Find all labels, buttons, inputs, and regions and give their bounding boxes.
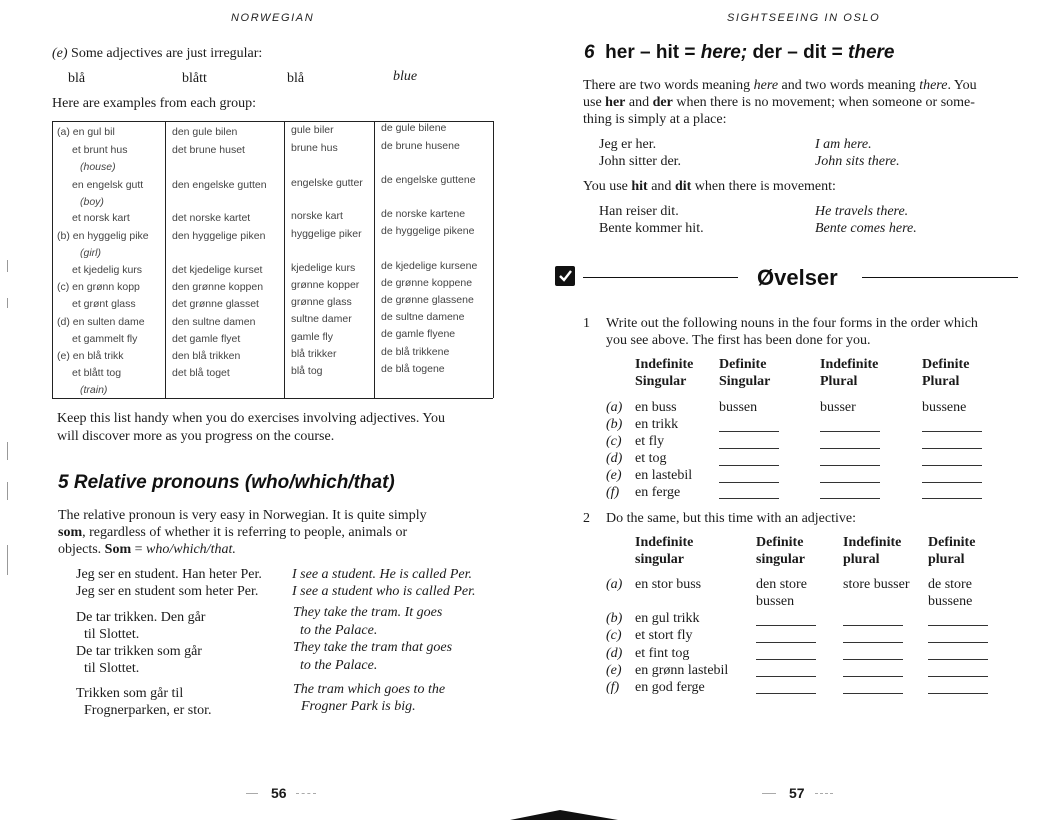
example-no: Bente kommer hit. [599,221,704,236]
answer-blank[interactable] [928,625,988,626]
answer-blank[interactable] [843,693,903,694]
row-label: (c) [606,434,622,449]
column-header: Indefinite [635,357,694,372]
section-6-title [584,42,894,64]
row-noun: en grønn lastebil [635,663,729,678]
table-cell: blå trikker [291,348,337,360]
table-cell: en engelsk gutt [72,179,144,191]
title-part: here; [700,42,748,63]
section-5-title: 5 Relative pronouns (who/which/that) [58,472,395,493]
table-cell: den blå trikken [172,350,241,362]
keyword: her [605,95,626,110]
table-cell: blå tog [291,365,323,377]
row-label: (d) [606,646,623,661]
text: and [625,95,653,110]
table-col-rule [374,121,375,398]
answer-blank[interactable] [756,625,816,626]
table-cell: den hyggelige piken [172,230,266,242]
para-text: objects. [58,542,105,557]
example-en: to the Palace. [300,623,378,638]
row-noun: en buss [635,400,677,415]
answer-filled: bussen [756,594,795,609]
example-no: John sitter der. [599,154,682,169]
item-text: Some adjectives are just irregular: [71,46,263,61]
table-cell: et grønt glass [72,298,136,310]
table-cell: hyggelige piker [291,228,362,240]
irregular-form-3: blå [287,71,305,86]
keyword-som: Som [104,542,132,557]
irregular-gloss: blue [393,69,418,84]
row-noun: et fint tog [635,646,690,661]
irregular-form-1: blå [68,71,86,86]
title-part: her – hit = [605,42,701,63]
exercises-rule-left [583,277,738,278]
table-cell: (train) [80,384,108,396]
answer-blank[interactable] [922,431,982,432]
table-cell: de sultne damene [381,311,465,323]
margin-mark [7,482,8,500]
table-cell: den engelske gutten [172,179,267,191]
table-cell: et kjedelig kurs [72,264,143,276]
table-cell: de gamle flyene [381,328,456,340]
table-cell: (boy) [80,196,104,208]
table-cell: de hyggelige pikene [381,225,475,237]
example-en: Frogner Park is big. [301,699,416,714]
margin-mark [7,260,8,272]
page-number-dash [246,793,258,794]
row-noun: en ferge [635,485,681,500]
example-en: They take the tram that goes [293,640,453,655]
relative-para-line-2 [58,525,407,541]
row-label: (f) [606,680,620,695]
exercises-rule-right [862,277,1018,278]
answer-blank[interactable] [719,448,779,449]
table-cell: de grønne koppene [381,277,473,289]
answer-blank[interactable] [820,498,880,499]
table-cell: det grønne glasset [172,298,259,310]
table-cell: (girl) [80,247,101,259]
table-cell: de grønne glassene [381,294,474,306]
table-cell: de brune husene [381,140,460,152]
irregular-form-2: blått [182,71,207,86]
column-header: Indefinite [843,535,902,550]
answer-blank[interactable] [928,693,988,694]
answer-blank[interactable] [820,465,880,466]
row-label: (a) [606,400,623,415]
column-header: Definite [928,535,976,550]
column-header: Singular [719,374,771,389]
answer-blank[interactable] [928,642,988,643]
table-cell: de blå togene [381,363,445,375]
exercise-1-number: 1 [583,316,590,331]
example-en: I see a student who is called Per. [292,584,476,599]
keep-list-line-2: will discover more as you progress on the course. [57,429,335,444]
answer-blank[interactable] [843,625,903,626]
column-header: Definite [719,357,767,372]
answer-blank[interactable] [756,659,816,660]
table-cell: et brunt hus [72,144,128,156]
example-no: Han reiser dit. [599,204,679,219]
keyword: dit [674,179,692,194]
column-header: Definite [756,535,804,550]
row-noun: en god ferge [635,680,705,695]
table-cell: (d) en sulten dame [57,316,145,328]
exercises-title: Øvelser [757,265,838,290]
intro-line-3: thing is simply at a place: [583,112,727,127]
margin-mark [7,298,8,308]
answer-filled: bussene [922,400,967,415]
example-en: Bente comes here. [815,221,917,236]
example-en: The tram which goes to the [293,682,446,697]
answer-blank[interactable] [928,659,988,660]
answer-blank[interactable] [922,498,982,499]
table-cell: de gule bilene [381,122,447,134]
page-number-dash [296,793,316,794]
table-cell: (house) [80,161,116,173]
column-header: plural [928,552,965,567]
example-no: til Slottet. [84,627,140,642]
binding-shadow [500,800,620,822]
row-label: (e) [606,663,622,678]
answer-filled: busser [820,400,856,415]
example-en: to the Palace. [300,658,378,673]
answer-blank[interactable] [922,482,982,483]
example-en: I see a student. He is called Per. [292,567,473,582]
row-noun: en gul trikk [635,611,700,626]
answer-blank[interactable] [843,659,903,660]
row-label: (d) [606,451,623,466]
running-head-left: NORWEGIAN [231,12,315,24]
answer-blank[interactable] [922,465,982,466]
row-noun: en stor buss [635,577,702,592]
answer-filled: den store [756,577,807,592]
answer-blank[interactable] [820,431,880,432]
column-header: plural [843,552,880,567]
table-bottom-rule [52,398,493,399]
table-cell: gamle fly [291,331,334,343]
answer-blank[interactable] [922,448,982,449]
row-noun: et stort fly [635,628,693,643]
keyword-som: som [58,525,83,540]
column-header: Indefinite [635,535,694,550]
adjectives-line [52,46,262,62]
page-number-right: 57 [789,785,805,801]
row-label: (e) [606,468,622,483]
answer-filled: store busser [843,577,910,592]
example-en: He travels there. [815,204,909,219]
table-cell: brune hus [291,142,338,154]
column-header: Indefinite [820,357,879,372]
row-label: (f) [606,485,620,500]
table-right-rule [493,121,494,398]
answer-filled: bussene [928,594,973,609]
answer-blank[interactable] [820,448,880,449]
text: here [753,78,779,93]
row-label: (b) [606,611,623,626]
table-cell: det brune huset [172,144,245,156]
row-label: (a) [606,577,623,592]
example-en: They take the tram. It goes [293,605,443,620]
table-cell: den gule bilen [172,126,238,138]
margin-mark [7,442,8,460]
running-head-right: SIGHTSEEING IN OSLO [727,12,881,24]
table-cell: grønne glass [291,296,352,308]
answer-blank[interactable] [719,465,779,466]
text: . You [947,78,977,93]
text: and [647,179,675,194]
page-number-left: 56 [271,785,287,801]
keep-list-line-1: Keep this list handy when you do exercises involving adjectives. You [57,411,446,426]
intro-line-2 [583,95,975,111]
row-noun: et tog [635,451,667,466]
answer-blank[interactable] [756,693,816,694]
text: use [583,95,606,110]
row-label: (c) [606,628,622,643]
table-col-rule [284,121,285,398]
table-cell: det norske kartet [172,212,251,224]
example-no: De tar trikken. Den går [76,610,206,625]
keyword: hit [631,179,648,194]
table-cell: de norske kartene [381,208,466,220]
relative-para-line-3 [58,542,236,558]
table-cell: det blå toget [172,367,230,379]
exercise-2-number: 2 [583,511,590,526]
column-header: Plural [922,374,960,389]
text: when there is no movement; when someone or some- [672,95,975,110]
column-header: Singular [635,374,687,389]
example-no: Jeg er her. [599,137,657,152]
intro-line-1 [583,78,977,94]
table-cell: grønne kopper [291,279,360,291]
text: there [919,78,948,93]
table-col-rule [165,121,166,398]
example-no: Frognerparken, er stor. [84,703,212,718]
table-cell: det kjedelige kurset [172,264,263,276]
title-part: there [848,42,895,63]
table-cell: (e) en blå trikk [57,350,124,362]
table-cell: det gamle flyet [172,333,241,345]
example-no: Trikken som går til [76,686,184,701]
table-cell: de engelske guttene [381,174,476,186]
example-no: De tar trikken som går [76,644,202,659]
example-no: til Slottet. [84,661,140,676]
relative-para-line-1: The relative pronoun is very easy in Norwegian. It is quite simply [58,508,427,523]
column-header: singular [756,552,806,567]
table-cell: (a) en gul bil [57,126,115,138]
table-cell: engelske gutter [291,177,363,189]
checkmark-icon [555,266,575,286]
movement-line [583,179,836,195]
table-cell: et norsk kart [72,212,130,224]
table-cell: den sultne damen [172,316,256,328]
answer-blank[interactable] [719,482,779,483]
column-header: singular [635,552,685,567]
text: and two words meaning [778,78,920,93]
answer-blank[interactable] [843,642,903,643]
table-cell: et blått tog [72,367,122,379]
table-cell: gule biler [291,124,334,136]
answer-blank[interactable] [719,498,779,499]
text: There are two words meaning [583,78,754,93]
table-cell: (b) en hyggelig pike [57,230,149,242]
table-cell: de kjedelige kursene [381,260,478,272]
section-number: 6 [584,42,595,63]
page-number-dash [815,793,833,794]
example-en: John sits there. [815,154,900,169]
page-number-dash [762,793,776,794]
answer-blank[interactable] [820,482,880,483]
para-text: = [131,542,147,557]
margin-mark [7,545,8,575]
answer-filled: de store [928,577,972,592]
answer-filled: bussen [719,400,758,415]
column-header: Plural [820,374,858,389]
example-no: Jeg ser en student. Han heter Per. [76,567,262,582]
example-no: Jeg ser en student som heter Per. [76,584,259,599]
row-noun: et fly [635,434,665,449]
table-cell: et gammelt fly [72,333,138,345]
item-label: (e) [52,46,68,61]
exercise-1-text: you see above. The first has been done for you. [606,333,871,348]
table-cell: (c) en grønn kopp [57,281,140,293]
answer-blank[interactable] [928,676,988,677]
exercise-2-text: Do the same, but this time with an adjective: [606,511,856,526]
row-noun: en trikk [635,417,679,432]
para-text: , regardless of whether it is referring to people, animals or [82,525,408,540]
keyword: der [652,95,673,110]
answer-blank[interactable] [756,642,816,643]
row-label: (b) [606,417,623,432]
exercise-1-text: Write out the following nouns in the four forms in the order which [606,316,978,331]
text: You use [583,179,632,194]
title-part: der – dit = [747,42,849,63]
table-cell: den grønne koppen [172,281,264,293]
examples-intro: Here are examples from each group: [52,96,257,111]
table-cell: kjedelige kurs [291,262,356,274]
row-noun: en lastebil [635,468,693,483]
table-cell: norske kart [291,210,343,222]
example-en: I am here. [815,137,872,152]
para-gloss: who/which/that. [146,542,236,557]
answer-blank[interactable] [719,431,779,432]
answer-blank[interactable] [843,676,903,677]
answer-blank[interactable] [756,676,816,677]
text: when there is movement: [691,179,836,194]
table-cell: de blå trikkene [381,346,450,358]
table-cell: sultne damer [291,313,352,325]
column-header: Definite [922,357,970,372]
table-left-rule [52,121,53,398]
